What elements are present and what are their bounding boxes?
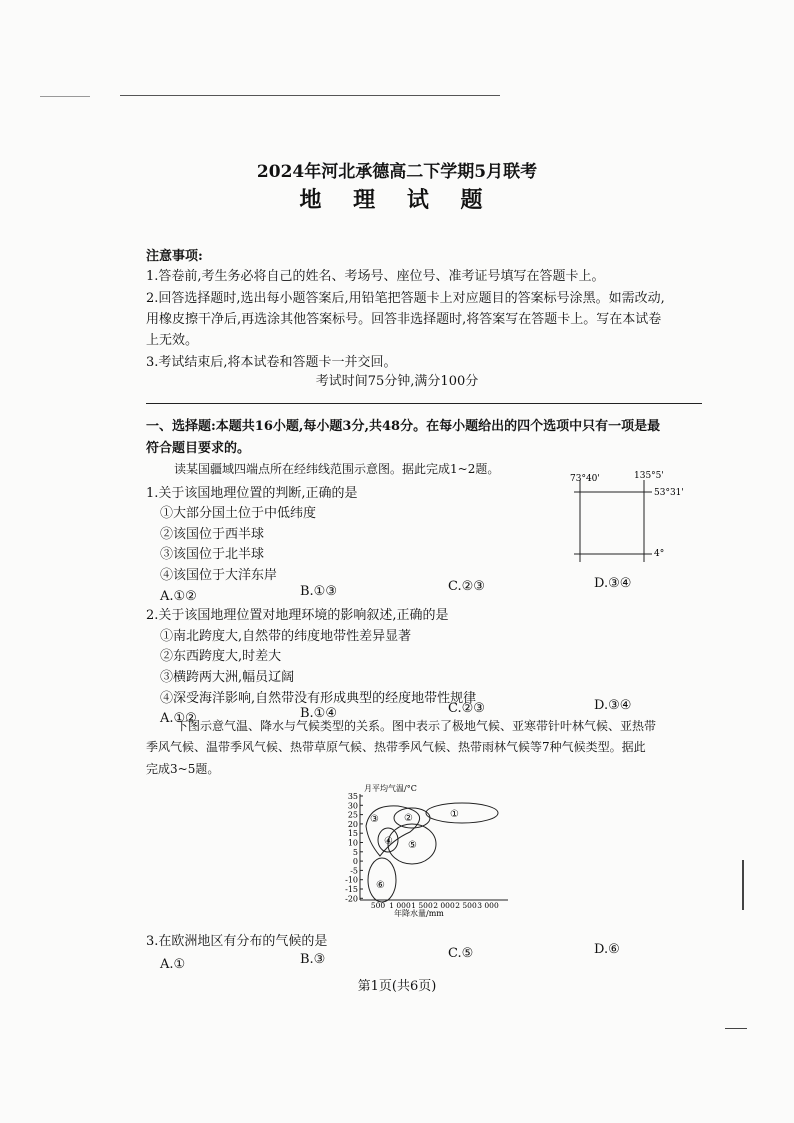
scan-edge-line — [120, 95, 500, 96]
map-lon-left-label: 73°40' — [570, 474, 600, 484]
climate-xtick-label: 2 000 — [433, 901, 455, 910]
map-lat-bottom-label: 4° — [654, 549, 665, 559]
territory-range-figure — [560, 470, 700, 568]
question-intro: 下图示意气温、降水与气候类型的关系。图中表示了极地气候、亚寒带针叶林气候、亚热带 — [176, 719, 657, 733]
map-lon-right-label: 135°5' — [634, 471, 664, 481]
notice-item: 上无效。 — [146, 333, 199, 348]
question-stem: 2.关于该国地理位置对地理环境的影响叙述,正确的是 — [146, 608, 449, 623]
question-option: ①大部分国土位于中低纬度 — [160, 506, 317, 521]
climate-ytick-label: -5 — [350, 866, 358, 876]
climate-ytick-label: 30 — [347, 801, 358, 811]
question-option: ③横跨两大洲,幅员辽阔 — [160, 670, 295, 685]
scan-edge-line — [40, 96, 90, 97]
question-option: ④该国位于大洋东岸 — [160, 568, 278, 583]
answer-choice: A.① — [160, 957, 186, 972]
climate-ytick-label: -20 — [345, 894, 358, 904]
climate-ytick-label: 20 — [347, 819, 358, 829]
climate-ytick-label: 15 — [347, 829, 358, 839]
climate-region-label: ① — [450, 809, 459, 820]
question-option: ②该国位于西半球 — [160, 527, 265, 542]
exam-time-info: 考试时间75分钟,满分100分 — [315, 374, 479, 389]
notice-item: 用橡皮擦干净后,再选涂其他答案标号。回答非选择题时,将答案写在答题卡上。写在本试卷 — [146, 312, 662, 327]
climate-ytick-label: 0 — [352, 857, 358, 867]
question-option: ①南北跨度大,自然带的纬度地带性差异显著 — [160, 629, 412, 644]
climate-xlabel: 年降水量/mm — [394, 909, 444, 918]
answer-choice: C.②③ — [448, 701, 485, 716]
answer-choice: D.③④ — [594, 698, 632, 713]
question-stem: 3.在欧洲地区有分布的气候的是 — [146, 934, 328, 949]
climate-xtick-label: 1 500 — [411, 901, 433, 910]
answer-choice: B.①④ — [300, 706, 337, 721]
climate-ytick-label: -10 — [345, 875, 358, 885]
climate-xtick-label: 500 — [370, 901, 386, 910]
notice-item: 2.回答选择题时,选出每小题答案后,用铅笔把答题卡上对应题目的答案标号涂黑。如需改动, — [146, 291, 665, 306]
notice-item: 1.答卷前,考生务必将自己的姓名、考场号、座位号、准考证号填写在答题卡上。 — [146, 269, 605, 284]
map-lat-top-label: 53°31' — [654, 488, 684, 498]
climate-ytick-label: 35 — [347, 792, 358, 801]
climate-ytick-label: 5 — [352, 847, 358, 857]
climate-region-label: ④ — [384, 836, 393, 847]
climate-figure — [330, 782, 530, 920]
notice-heading: 注意事项: — [146, 249, 203, 264]
answer-choice: A.①② — [160, 711, 197, 726]
scan-edge-line — [725, 1028, 747, 1029]
subject-title: 地 理 试 题 — [299, 187, 495, 213]
section-heading: 一、选择题:本题共16小题,每小题3分,共48分。在每小题给出的四个选项中只有一项是最 — [146, 419, 661, 434]
climate-xtick-label: 2 500 — [455, 901, 477, 910]
question-intro: 季风气候、温带季风气候、热带草原气候、热带季风气候、热带雨林气候等7种气候类型。据此 — [146, 740, 646, 754]
section-divider — [146, 403, 702, 404]
notice-item: 3.考试结束后,将本试卷和答题卡一并交回。 — [146, 355, 397, 370]
question-intro: 完成3~5题。 — [146, 762, 220, 776]
climate-ylabel: 月平均气温/°C — [364, 784, 417, 793]
answer-choice: C.⑤ — [448, 946, 474, 961]
climate-region-label: ② — [404, 813, 413, 824]
climate-ytick-label: -15 — [345, 885, 358, 894]
question-option: ③该国位于北半球 — [160, 547, 265, 562]
answer-choice: D.⑥ — [594, 942, 620, 957]
answer-choice: D.③④ — [594, 576, 632, 591]
question-stem: 1.关于该国地理位置的判断,正确的是 — [146, 486, 358, 501]
section-heading: 符合题目要求的。 — [146, 441, 251, 456]
answer-choice: C.②③ — [448, 579, 485, 594]
climate-ytick-label: 10 — [347, 838, 358, 848]
exam-title: 2024年河北承德高二下学期5月联考 — [256, 162, 538, 182]
page-footer: 第1页(共6页) — [357, 979, 437, 994]
climate-xtick-label: 3 000 — [477, 901, 499, 910]
climate-ytick-label: 25 — [347, 810, 358, 820]
question-option: ④深受海洋影响,自然带没有形成典型的经度地带性规律 — [160, 691, 477, 706]
climate-region-label: ③ — [370, 814, 379, 825]
climate-xtick-label: 1 000 — [389, 901, 411, 910]
climate-region-label: ⑤ — [408, 840, 417, 851]
answer-choice: B.①③ — [300, 584, 337, 599]
question-option: ②东西跨度大,时差大 — [160, 649, 282, 664]
climate-region-label: ⑥ — [376, 880, 385, 891]
answer-choice: A.①② — [160, 589, 197, 604]
climate-region-1 — [426, 803, 498, 823]
scan-edge-line — [742, 860, 744, 910]
answer-choice: B.③ — [300, 952, 326, 967]
question-intro: 读某国疆域四端点所在经纬线范围示意图。据此完成1~2题。 — [174, 462, 500, 476]
